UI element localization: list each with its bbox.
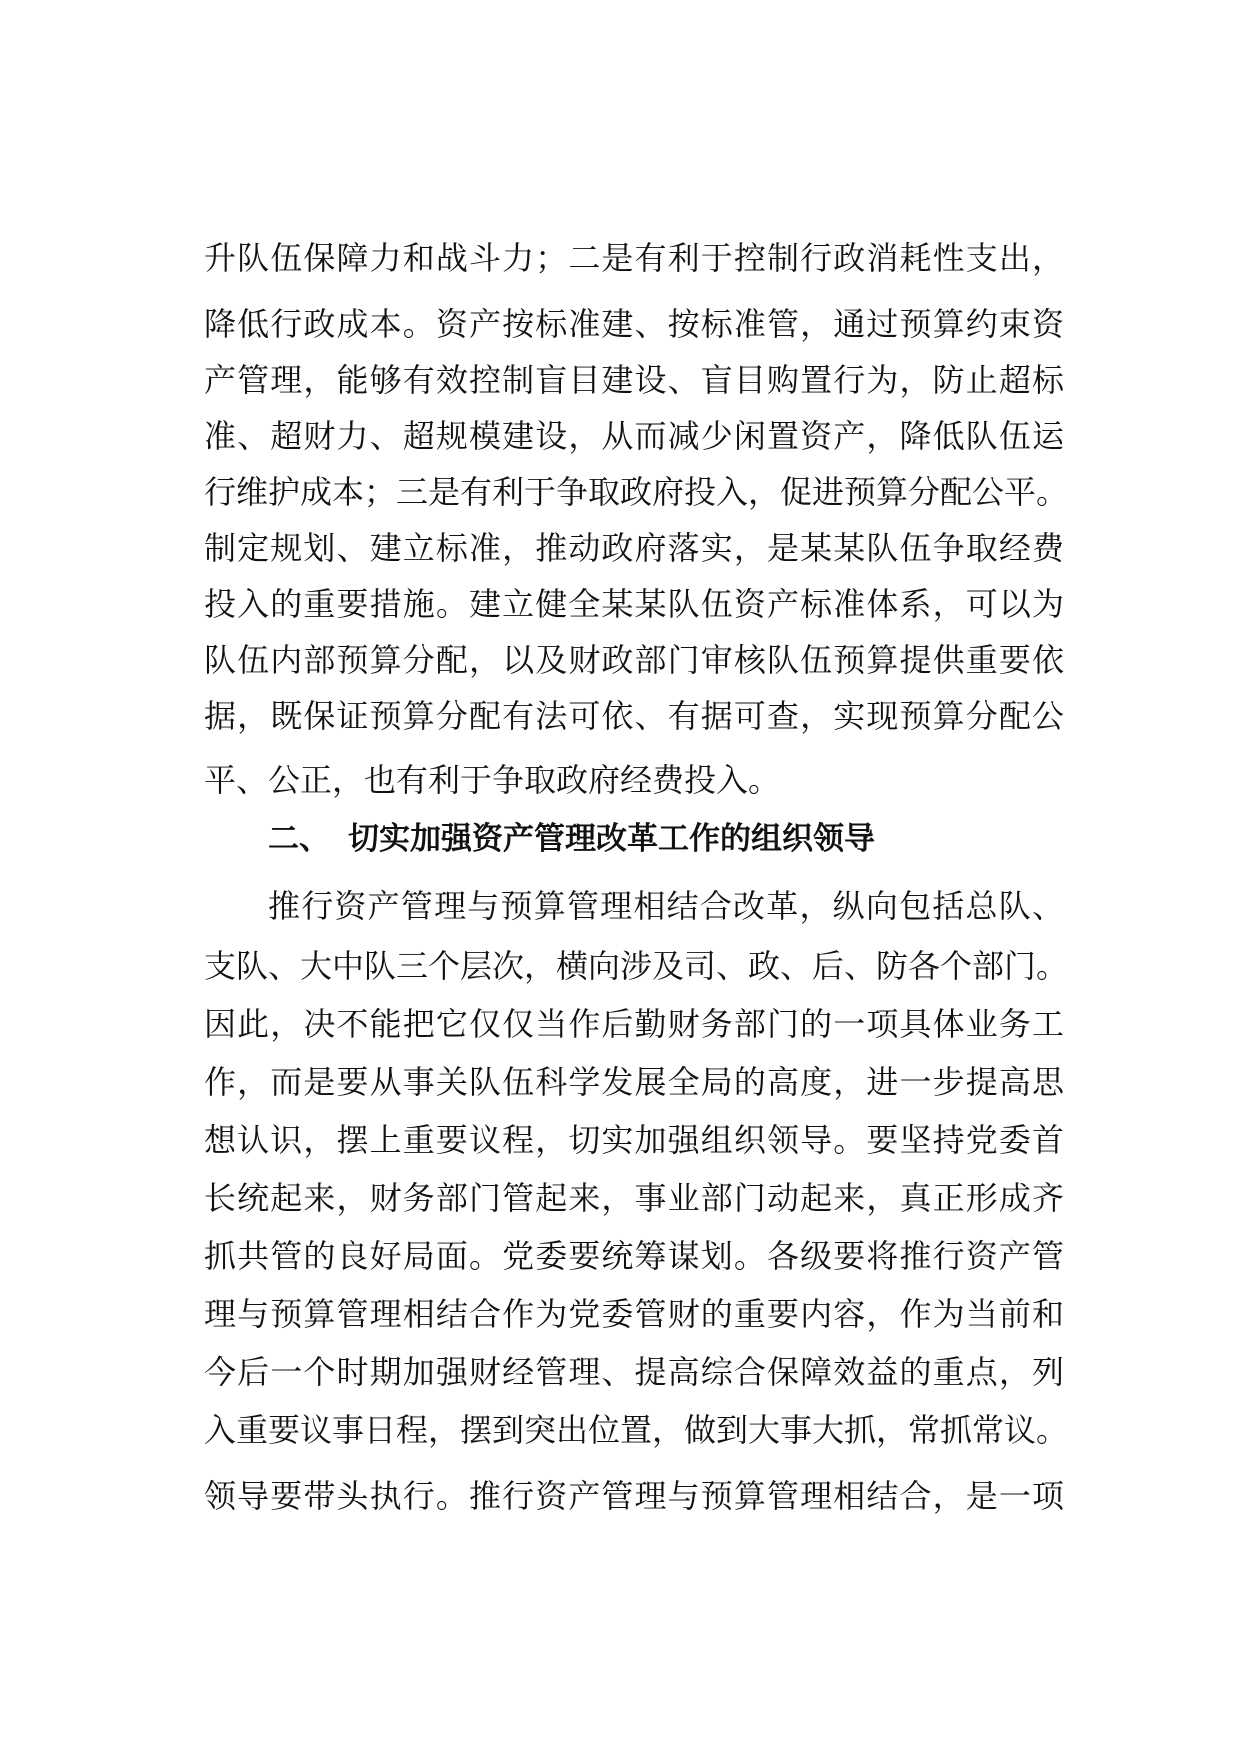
paragraph-line: 行维护成本；三是有利于争取政府投入，促进预算分配公平。: [204, 473, 1069, 511]
paragraph-line: 投入的重要措施。建立健全某某队伍资产标准体系，可以为: [204, 585, 1064, 623]
paragraph-line: 据，既保证预算分配有法可依、有据可查，实现预算分配公: [204, 697, 1064, 735]
paragraph-line: 抓共管的良好局面。党委要统筹谋划。各级要将推行资产管: [204, 1237, 1064, 1275]
paragraph-line: 平、公正，也有利于争取政府经费投入。: [204, 761, 781, 799]
section-title: 切实加强资产管理改革工作的组织领导: [348, 821, 875, 857]
paragraph-line: 制定规划、建立标准，推动政府落实，是某某队伍争取经费: [204, 529, 1064, 567]
paragraph-line: 因此，决不能把它仅仅当作后勤财务部门的一项具体业务工: [204, 1005, 1064, 1043]
paragraph-line: 理与预算管理相结合作为党委管财的重要内容，作为当前和: [204, 1295, 1064, 1333]
paragraph-line: 队伍内部预算分配，以及财政部门审核队伍预算提供重要依: [204, 641, 1064, 679]
paragraph-line: 降低行政成本。资产按标准建、按标准管，通过预算约束资: [204, 305, 1064, 343]
paragraph-line: 长统起来，财务部门管起来，事业部门动起来，真正形成齐: [204, 1179, 1064, 1217]
paragraph-line: 作，而是要从事关队伍科学发展全局的高度，进一步提高思: [204, 1063, 1064, 1101]
section-number: 二、: [268, 821, 330, 857]
paragraph-line: 推行资产管理与预算管理相结合改革，纵向包括总队、: [268, 887, 1064, 925]
paragraph-line: 入重要议事日程，摆到突出位置，做到大事大抓，常抓常议。: [204, 1411, 1069, 1449]
paragraph-line: 领导要带头执行。推行资产管理与预算管理相结合，是一项: [204, 1477, 1064, 1515]
paragraph-line: 支队、大中队三个层次，横向涉及司、政、后、防各个部门。: [204, 947, 1069, 985]
paragraph-line: 准、超财力、超规模建设，从而减少闲置资产，降低队伍运: [204, 417, 1064, 455]
section-heading: [268, 811, 1064, 867]
paragraph-line: 升队伍保障力和战斗力；二是有利于控制行政消耗性支出，: [204, 239, 1064, 277]
paragraph-line: 产管理，能够有效控制盲目建设、盲目购置行为，防止超标: [204, 361, 1064, 399]
paragraph-line: 今后一个时期加强财经管理、提高综合保障效益的重点，列: [204, 1353, 1064, 1391]
paragraph-line: 想认识，摆上重要议程，切实加强组织领导。要坚持党委首: [204, 1121, 1064, 1159]
